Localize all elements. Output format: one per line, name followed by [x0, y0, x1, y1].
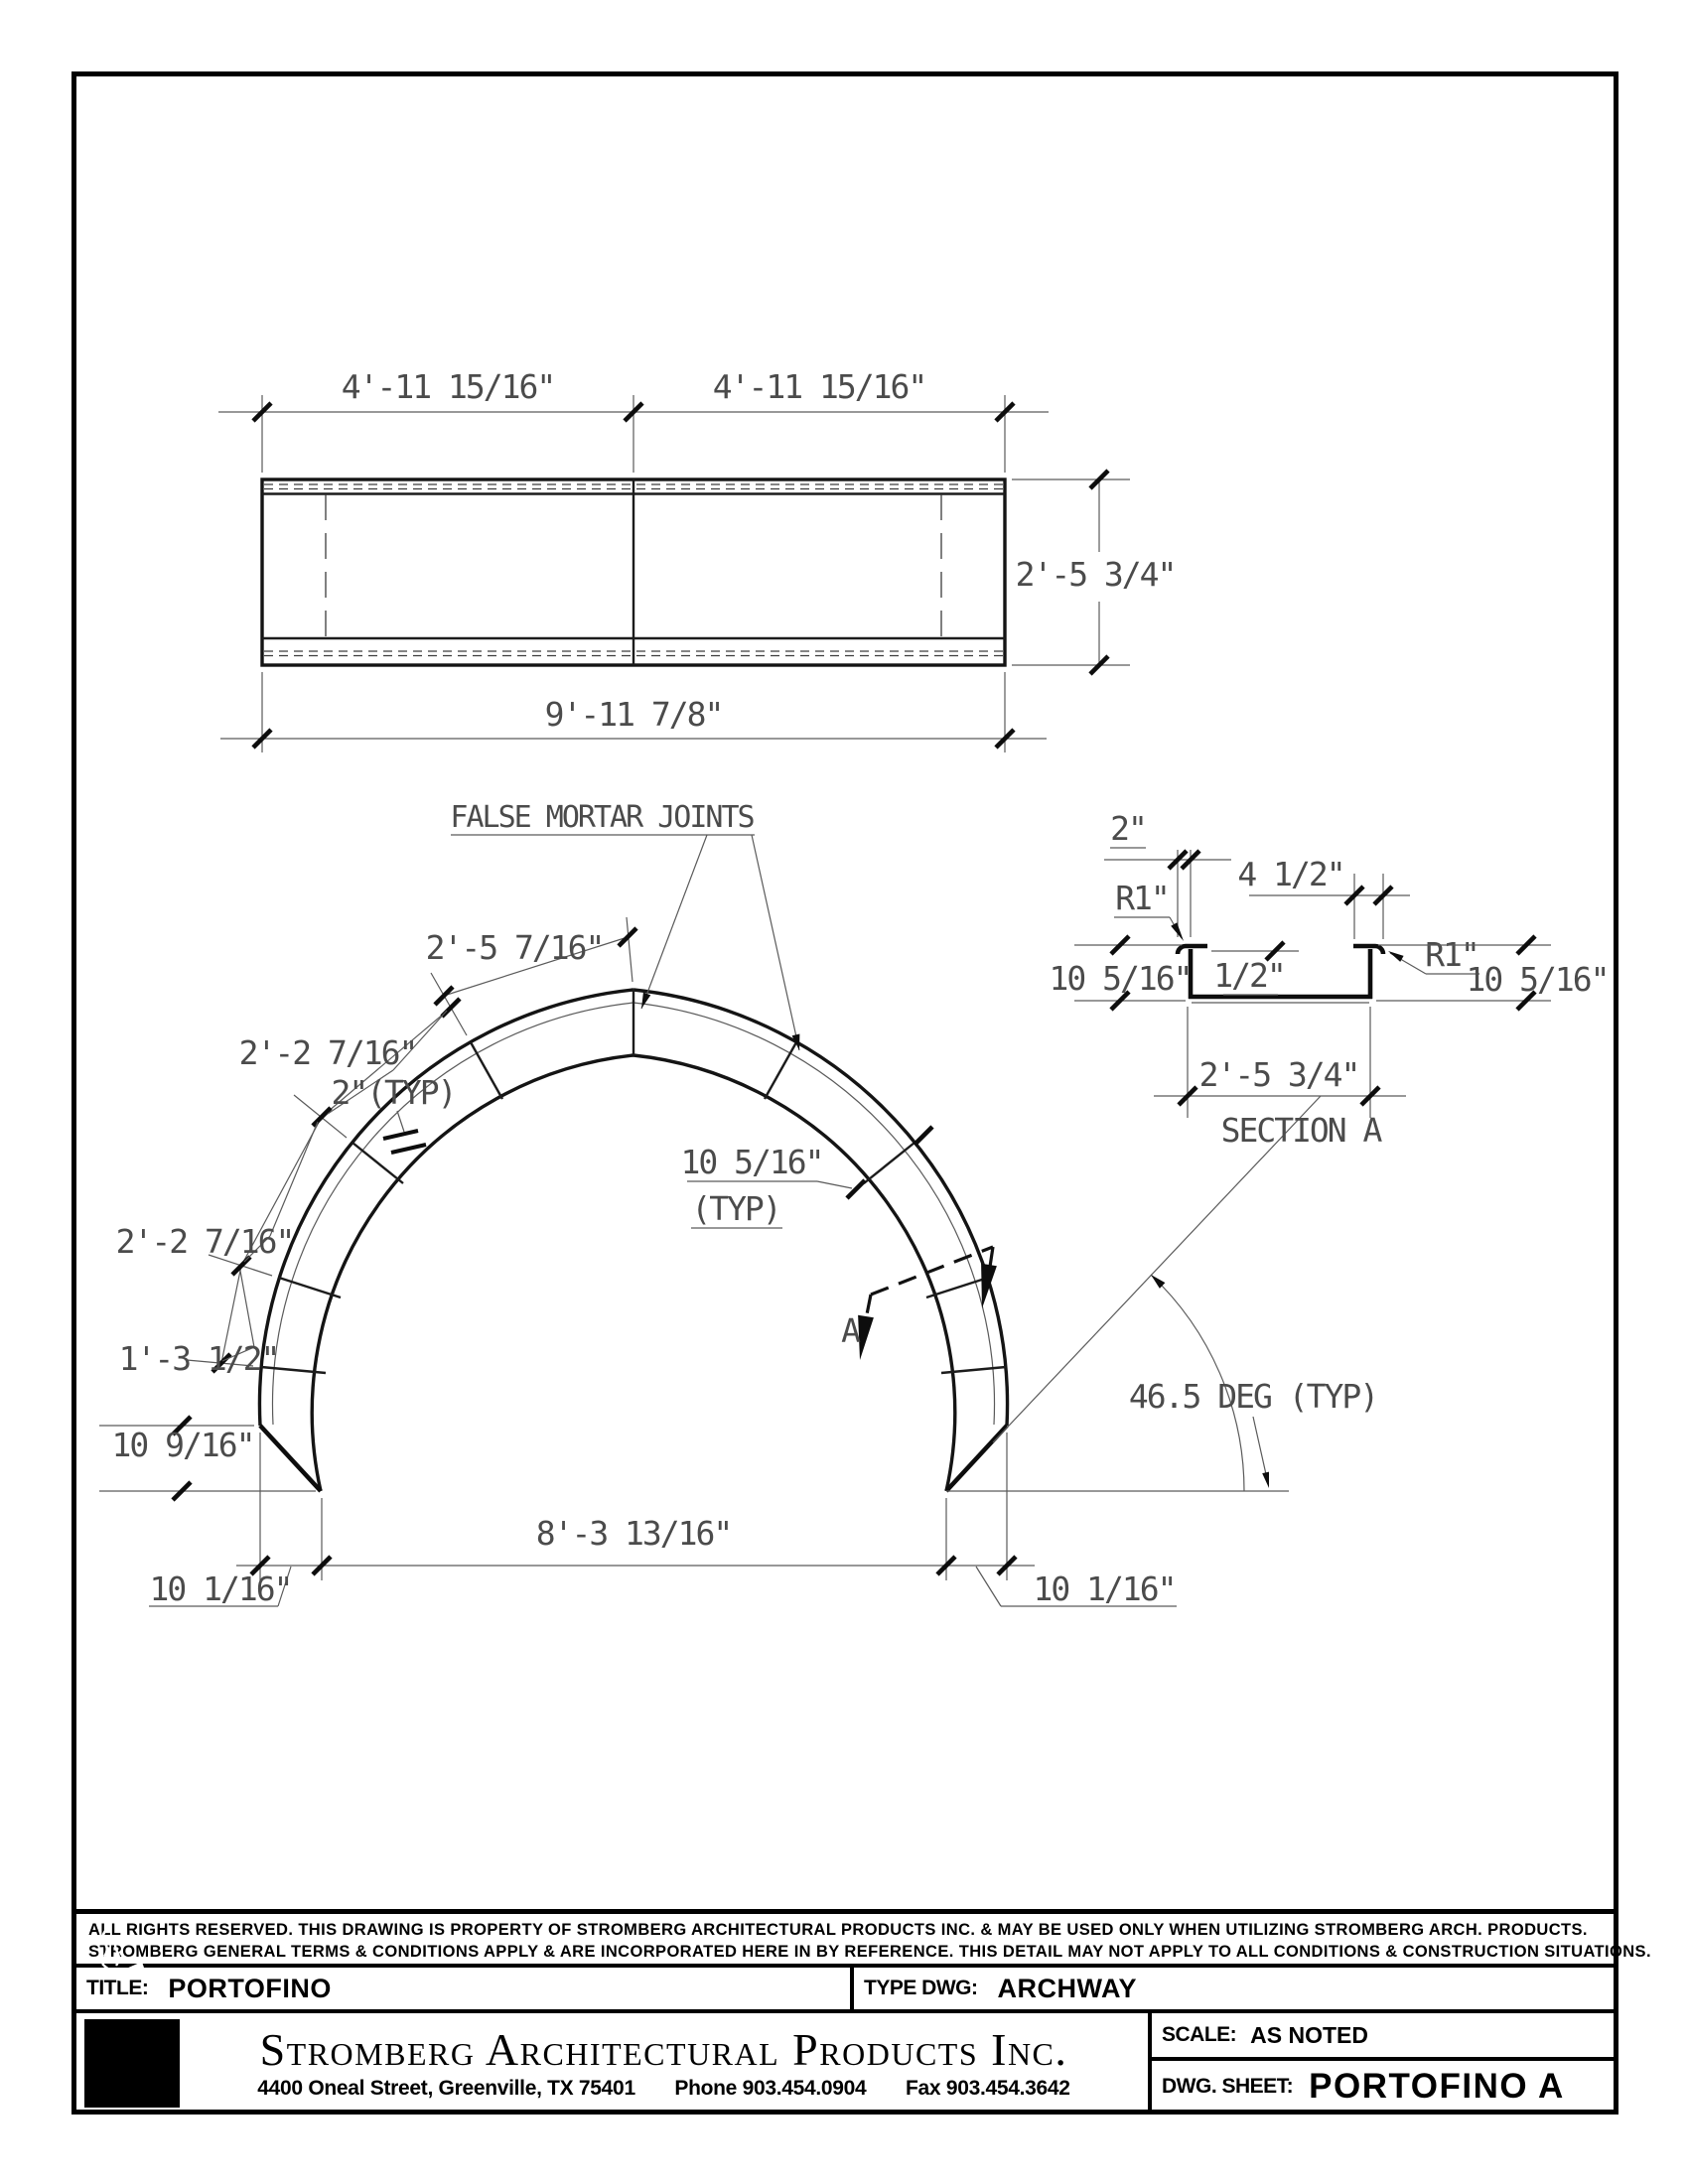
arch-dimensions — [99, 800, 1377, 1608]
dwg-sheet-label: DWG. SHEET: — [1162, 2074, 1294, 2098]
dim-lower-segment: 1'-3 1/2" — [118, 1339, 279, 1378]
dim-springer-height: 10 9/16" — [111, 1426, 254, 1464]
title-value: PORTOFINO — [168, 1973, 332, 2003]
legal-line-2: STROMBERG GENERAL TERMS & CONDITIONS APPLY & ARE INCORPORATED HERE IN BY REFERENCE. THIS DETAIL MAY NOT APPLY TO ALL CONDITIONS & CONSTRUCTION SITUATIONS. — [88, 1943, 1651, 1961]
dim-plan-total: 9'-11 7/8" — [544, 695, 723, 734]
section-title: SECTION A — [1220, 1111, 1381, 1150]
dim-plan-half-left: 4'-11 15/16" — [341, 367, 555, 406]
company-name: Stromberg Architectural Products Inc. — [259, 2023, 1068, 2075]
scale-value: AS NOTED — [1250, 2021, 1369, 2048]
scale-cell — [1152, 2013, 1614, 2061]
dwg-sheet-cell — [1152, 2061, 1614, 2112]
dim-apex-segment: 2'-5 7/16" — [425, 928, 604, 967]
company-address — [180, 2077, 1148, 2101]
section-detail — [1050, 809, 1609, 1150]
section-dim-depth-left: 10 5/16" — [1049, 959, 1192, 998]
dim-false-joint-offset: 2"(TYP) — [331, 1073, 456, 1112]
title-block — [71, 1909, 1651, 2115]
legal-line-1: ALL RIGHTS RESERVED. THIS DRAWING IS PROPERTY OF STROMBERG ARCHITECTURAL PRODUCTS INC. & MAY BE USED ONLY WHEN UTILIZING STROMBERG ARCH. PRODUCTS. — [88, 1921, 1588, 1939]
address: 4400 Oneal Street, Greenville, TX 75401 — [257, 2076, 635, 2100]
type-dwg-cell — [854, 1968, 1614, 2009]
title-label: TITLE: — [86, 1977, 149, 1999]
dim-plan-half-right: 4'-11 15/16" — [712, 367, 926, 406]
section-dim-width: 2'-5 3/4" — [1198, 1055, 1359, 1094]
title-cell — [76, 1968, 854, 2009]
section-dim-half: 1/2" — [1213, 956, 1285, 995]
section-radius-right: R1" — [1425, 935, 1478, 974]
dim-mid-segment: 2'-2 7/16" — [115, 1222, 294, 1261]
company-logo — [84, 2019, 180, 2108]
type-dwg-value: ARCHWAY — [997, 1973, 1138, 2003]
scale-label: SCALE: — [1162, 2023, 1237, 2046]
fax: Fax 903.454.3642 — [906, 2076, 1070, 2100]
plan-view — [262, 479, 1005, 665]
dim-upper-segment: 2'-2 7/16" — [238, 1033, 417, 1072]
legal-notice — [76, 1914, 1651, 1968]
dim-plan-height: 2'-5 3/4" — [1015, 555, 1176, 594]
dim-band-width: 10 5/16" — [680, 1143, 823, 1181]
section-dim-top: 4 1/2" — [1237, 855, 1344, 893]
section-letter: A — [841, 1311, 859, 1350]
section-radius-left: R1" — [1115, 879, 1169, 917]
dim-base-right: 10 1/16" — [1033, 1570, 1176, 1608]
dim-angle: 46.5 DEG (TYP) — [1128, 1377, 1378, 1416]
section-arrow-left — [858, 1315, 874, 1360]
plan-dimensions — [218, 367, 1175, 752]
section-dim-depth-right: 10 5/16" — [1466, 960, 1609, 999]
company-area — [76, 2013, 1152, 2112]
section-dim-lip: 2" — [1110, 809, 1146, 848]
swan-logo-icon — [76, 1914, 172, 2002]
phone: Phone 903.454.0904 — [674, 2076, 867, 2100]
type-dwg-label: TYPE DWG: — [864, 1977, 978, 1999]
dim-span: 8'-3 13/16" — [535, 1514, 732, 1553]
dim-band-width-typ: (TYP) — [691, 1189, 780, 1228]
false-mortar-label: FALSE MORTAR JOINTS — [450, 800, 754, 835]
dwg-sheet-value: PORTOFINO A — [1309, 2066, 1565, 2106]
company-text — [180, 2025, 1148, 2101]
dim-base-left: 10 1/16" — [149, 1570, 292, 1608]
